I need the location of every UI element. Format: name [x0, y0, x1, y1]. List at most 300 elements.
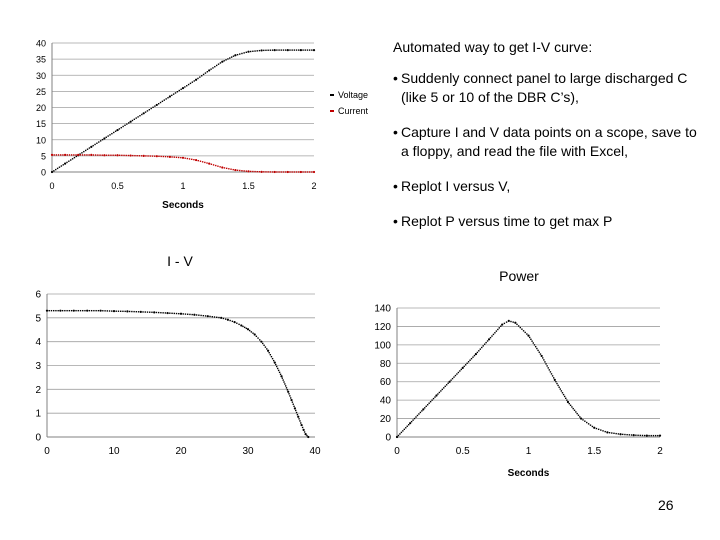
trace-dot: [259, 50, 260, 51]
trace-dot: [217, 165, 218, 166]
trace-dot: [296, 412, 297, 413]
trace-dot: [102, 139, 103, 140]
bullet-list: [393, 69, 708, 231]
trace-dot: [57, 310, 58, 311]
trace-dot: [69, 310, 70, 311]
trace-dot: [139, 155, 140, 156]
trace-dot: [311, 49, 312, 50]
trace-dot: [311, 171, 312, 172]
trace-dot: [106, 137, 107, 138]
trace-dot: [415, 416, 416, 417]
data-point: [303, 429, 305, 431]
data-point: [554, 379, 556, 381]
trace-dot: [111, 133, 112, 134]
trace-dot: [223, 318, 224, 319]
y-tick-label: 0: [385, 432, 391, 444]
trace-dot: [122, 126, 123, 127]
trace-dot: [553, 377, 554, 378]
trace-dot: [564, 396, 565, 397]
trace-dot: [169, 312, 170, 313]
trace-dot: [584, 421, 585, 422]
data-point: [143, 155, 145, 157]
trace-dot: [307, 49, 308, 50]
trace-dot: [66, 310, 67, 311]
trace-dot: [82, 154, 83, 155]
trace-dot: [147, 110, 148, 111]
data-point: [508, 320, 510, 322]
trace-dot: [298, 49, 299, 50]
trace-dot: [189, 314, 190, 315]
x-axis-label: Seconds: [162, 200, 204, 211]
chart-title: I - V: [167, 253, 193, 269]
data-point: [254, 333, 256, 335]
trace-dot: [145, 155, 146, 156]
data-point: [260, 341, 262, 343]
trace-dot: [575, 411, 576, 412]
y-tick-label: 40: [35, 38, 46, 49]
trace-dot: [411, 421, 412, 422]
legend-label: Voltage: [338, 90, 369, 100]
trace-dot: [80, 310, 81, 311]
data-point: [51, 154, 53, 156]
trace-dot: [119, 155, 120, 156]
trace-dot: [269, 352, 270, 353]
x-tick-label: 0.5: [111, 181, 124, 191]
trace-dot: [293, 404, 294, 405]
trace-dot: [102, 310, 103, 311]
trace-dot: [450, 379, 451, 380]
trace-dot: [95, 154, 96, 155]
trace-dot: [89, 310, 90, 311]
data-point: [514, 322, 516, 324]
trace-dot: [129, 311, 130, 312]
trace-dot: [216, 317, 217, 318]
trace-dot: [116, 310, 117, 311]
data-point: [409, 422, 411, 424]
trace-dot: [198, 160, 199, 161]
y-tick-label: 5: [35, 313, 41, 325]
trace-dot: [237, 54, 238, 55]
trace-dot: [605, 431, 606, 432]
trace-dot: [154, 105, 155, 106]
trace-dot: [163, 156, 164, 157]
data-point: [90, 154, 92, 156]
trace-dot: [637, 435, 638, 436]
trace-dot: [533, 342, 534, 343]
trace-dot: [552, 375, 553, 376]
trace-dot: [63, 164, 64, 165]
trace-dot: [229, 57, 230, 58]
trace-dot: [309, 49, 310, 50]
trace-dot: [71, 154, 72, 155]
trace-dot: [205, 72, 206, 73]
data-point: [301, 424, 303, 426]
trace-dot: [164, 99, 165, 100]
x-tick-label: 30: [242, 446, 254, 457]
trace-dot: [266, 348, 267, 349]
trace-dot: [108, 155, 109, 156]
data-point: [449, 381, 451, 383]
trace-dot: [95, 310, 96, 311]
trace-dot: [399, 433, 400, 434]
data-point: [287, 49, 289, 51]
trace-dot: [265, 50, 266, 51]
trace-dot: [521, 328, 522, 329]
trace-dot: [184, 157, 185, 158]
data-point: [46, 310, 48, 312]
trace-dot: [74, 157, 75, 158]
trace-dot: [267, 50, 268, 51]
data-point: [435, 394, 437, 396]
y-tick-label: 140: [374, 303, 391, 315]
data-point: [501, 323, 503, 325]
trace-dot: [592, 426, 593, 427]
trace-dot: [191, 159, 192, 160]
page-number: 26: [658, 497, 674, 513]
trace-dot: [171, 156, 172, 157]
trace-dot: [546, 365, 547, 366]
trace-dot: [230, 169, 231, 170]
data-point: [462, 367, 464, 369]
trace-dot: [151, 312, 152, 313]
trace-dot: [92, 145, 93, 146]
data-point: [313, 171, 315, 173]
trace-dot: [233, 169, 234, 170]
trace-dot: [173, 93, 174, 94]
trace-dot: [100, 140, 101, 141]
trace-dot: [223, 60, 224, 61]
trace-dot: [119, 128, 120, 129]
trace-dot: [154, 155, 155, 156]
trace-dot: [91, 310, 92, 311]
trace-dot: [494, 332, 495, 333]
x-tick-label: 1: [525, 446, 532, 457]
trace-dot: [252, 171, 253, 172]
trace-dot: [200, 315, 201, 316]
trace-dot: [126, 155, 127, 156]
trace-dot: [94, 144, 95, 145]
trace-dot: [179, 90, 180, 91]
trace-dot: [535, 346, 536, 347]
trace-dot: [242, 326, 243, 327]
trace-dot: [283, 381, 284, 382]
trace-dot: [99, 154, 100, 155]
trace-dot: [216, 65, 217, 66]
trace-dot: [433, 398, 434, 399]
data-point: [103, 137, 105, 139]
trace-dot: [184, 86, 185, 87]
y-tick-label: 0: [40, 167, 46, 178]
trace-dot: [609, 432, 610, 433]
trace-dot: [210, 68, 211, 69]
trace-dot: [213, 164, 214, 165]
trace-dot: [259, 339, 260, 340]
x-tick-label: 0.5: [455, 446, 470, 457]
y-tick-label: 10: [35, 135, 46, 146]
trace-dot: [518, 325, 519, 326]
trace-dot: [82, 310, 83, 311]
trace-dot: [165, 312, 166, 313]
trace-dot: [657, 435, 658, 436]
bullet-item: • Replot I versus V,: [393, 177, 708, 196]
trace-dot: [471, 358, 472, 359]
trace-dot: [60, 154, 61, 155]
data-point: [234, 321, 236, 323]
data-point: [116, 154, 118, 156]
trace-dot: [128, 122, 129, 123]
trace-dot: [111, 310, 112, 311]
trace-dot: [446, 384, 447, 385]
x-tick-label: 1.5: [587, 446, 602, 457]
trace-dot: [241, 53, 242, 54]
x-tick-label: 2: [657, 446, 663, 457]
trace-dot: [257, 171, 258, 172]
x-tick-label: 40: [309, 446, 321, 457]
trace-dot: [408, 424, 409, 425]
trace-dot: [278, 49, 279, 50]
data-point: [156, 104, 158, 106]
trace-dot: [421, 410, 422, 411]
trace-dot: [490, 337, 491, 338]
trace-dot: [120, 311, 121, 312]
trace-dot: [126, 123, 127, 124]
y-tick-label: 20: [35, 103, 46, 113]
trace-dot: [239, 53, 240, 54]
trace-dot: [618, 433, 619, 434]
y-tick-label: 25: [35, 86, 46, 97]
trace-dot: [212, 316, 213, 317]
trace-dot: [427, 404, 428, 405]
data-point: [193, 314, 195, 316]
trace-dot: [149, 109, 150, 110]
trace-dot: [187, 158, 188, 159]
data-point: [475, 353, 477, 355]
trace-dot: [430, 401, 431, 402]
trace-dot: [141, 114, 142, 115]
trace-dot: [570, 405, 571, 406]
y-tick-label: 35: [35, 54, 46, 65]
trace-dot: [545, 363, 546, 364]
trace-dot: [288, 393, 289, 394]
x-tick-label: 0: [44, 446, 50, 457]
trace-dot: [58, 154, 59, 155]
trace-dot: [207, 71, 208, 72]
trace-dot: [186, 85, 187, 86]
trace-dot: [272, 171, 273, 172]
trace-dot: [442, 389, 443, 390]
trace-dot: [115, 155, 116, 156]
data-point: [64, 154, 66, 156]
data-point: [659, 435, 661, 437]
data-point: [593, 427, 595, 429]
trace-dot: [246, 170, 247, 171]
trace-dot: [189, 158, 190, 159]
trace-dot: [282, 379, 283, 380]
trace-dot: [281, 49, 282, 50]
trace-dot: [272, 358, 273, 359]
trace-dot: [526, 333, 527, 334]
trace-dot: [458, 372, 459, 373]
data-point: [606, 431, 608, 433]
trace-dot: [237, 170, 238, 171]
trace-dot: [233, 55, 234, 56]
trace-dot: [200, 161, 201, 162]
series-data: [396, 320, 661, 438]
trace-dot: [398, 435, 399, 436]
trace-dot: [174, 313, 175, 314]
trace-dot: [71, 310, 72, 311]
data-point: [169, 95, 171, 97]
trace-dot: [407, 426, 408, 427]
trace-dot: [286, 387, 287, 388]
trace-dot: [443, 387, 444, 388]
trace-dot: [296, 171, 297, 172]
trace-dot: [263, 50, 264, 51]
x-tick-label: 0: [49, 181, 55, 191]
data-point: [86, 310, 88, 312]
data-point: [619, 433, 621, 435]
trace-dot: [537, 350, 538, 351]
trace-dot: [70, 159, 71, 160]
trace-dot: [478, 350, 479, 351]
trace-dot: [300, 422, 301, 423]
trace-dot: [214, 316, 215, 317]
trace-dot: [571, 406, 572, 407]
trace-dot: [196, 314, 197, 315]
trace-dot: [98, 141, 99, 142]
trace-dot: [440, 390, 441, 391]
trace-dot: [139, 115, 140, 116]
trace-dot: [138, 311, 139, 312]
trace-dot: [137, 116, 138, 117]
trace-dot: [265, 346, 266, 347]
trace-dot: [560, 388, 561, 389]
legend-marker: [330, 94, 334, 96]
trace-dot: [257, 337, 258, 338]
trace-dot: [302, 171, 303, 172]
data-point: [130, 121, 132, 123]
trace-dot: [228, 168, 229, 169]
trace-dot: [284, 383, 285, 384]
y-tick-label: 5: [40, 151, 46, 162]
y-tick-label: 100: [374, 340, 391, 352]
trace-dot: [493, 334, 494, 335]
trace-dot: [420, 412, 421, 413]
trace-dot: [149, 311, 150, 312]
trace-dot: [635, 435, 636, 436]
trace-dot: [480, 348, 481, 349]
bullet-item: • Replot P versus time to get max P: [393, 212, 708, 231]
trace-dot: [123, 155, 124, 156]
trace-dot: [185, 313, 186, 314]
trace-dot: [252, 333, 253, 334]
data-point: [580, 417, 582, 419]
trace-dot: [158, 103, 159, 104]
trace-dot: [93, 310, 94, 311]
y-tick-label: 0: [35, 432, 41, 444]
trace-dot: [295, 410, 296, 411]
trace-dot: [142, 311, 143, 312]
trace-dot: [302, 427, 303, 428]
trace-dot: [504, 323, 505, 324]
trace-dot: [236, 323, 237, 324]
trace-dot: [516, 324, 517, 325]
trace-dot: [145, 311, 146, 312]
trace-dot: [542, 357, 543, 358]
trace-dot: [259, 171, 260, 172]
trace-dot: [289, 49, 290, 50]
trace-dot: [75, 310, 76, 311]
trace-dot: [113, 132, 114, 133]
y-tick-label: 20: [379, 414, 391, 426]
trace-dot: [202, 161, 203, 162]
trace-dot: [93, 154, 94, 155]
trace-dot: [97, 154, 98, 155]
trace-dot: [401, 432, 402, 433]
trace-dot: [136, 311, 137, 312]
trace-dot: [469, 360, 470, 361]
trace-dot: [84, 154, 85, 155]
trace-dot: [110, 155, 111, 156]
data-point: [274, 49, 276, 51]
trace-dot: [231, 56, 232, 57]
data-point: [488, 338, 490, 340]
trace-dot: [55, 310, 56, 311]
trace-dot: [66, 162, 67, 163]
trace-dot: [271, 356, 272, 357]
trace-dot: [276, 171, 277, 172]
trace-dot: [510, 321, 511, 322]
trace-dot: [459, 370, 460, 371]
data-point: [300, 49, 302, 51]
trace-dot: [569, 403, 570, 404]
trace-dot: [238, 324, 239, 325]
trace-dot: [76, 156, 77, 157]
trace-dot: [557, 385, 558, 386]
trace-dot: [629, 434, 630, 435]
trace-dot: [548, 367, 549, 368]
trace-dot: [412, 419, 413, 420]
trace-dot: [167, 156, 168, 157]
trace-dot: [53, 310, 54, 311]
trace-dot: [298, 171, 299, 172]
data-point: [261, 49, 263, 51]
trace-dot: [59, 167, 60, 168]
trace-dot: [212, 67, 213, 68]
trace-dot: [150, 108, 151, 109]
trace-dot: [293, 406, 294, 407]
trace-dot: [96, 143, 97, 144]
trace-dot: [279, 372, 280, 373]
data-point: [220, 317, 222, 319]
trace-dot: [199, 76, 200, 77]
trace-dot: [243, 170, 244, 171]
trace-dot: [270, 171, 271, 172]
trace-dot: [417, 415, 418, 416]
bullet-item: • Suddenly connect panel to large discharged C (like 5 or 10 of the DBR C’s),: [393, 69, 708, 107]
trace-dot: [453, 376, 454, 377]
trace-dot: [562, 392, 563, 393]
trace-dot: [402, 430, 403, 431]
trace-dot: [291, 49, 292, 50]
data-point: [208, 163, 210, 165]
chart-title: Power: [499, 268, 539, 284]
trace-dot: [73, 154, 74, 155]
trace-dot: [171, 313, 172, 314]
trace-dot: [252, 51, 253, 52]
trace-dot: [285, 171, 286, 172]
trace-dot: [611, 432, 612, 433]
